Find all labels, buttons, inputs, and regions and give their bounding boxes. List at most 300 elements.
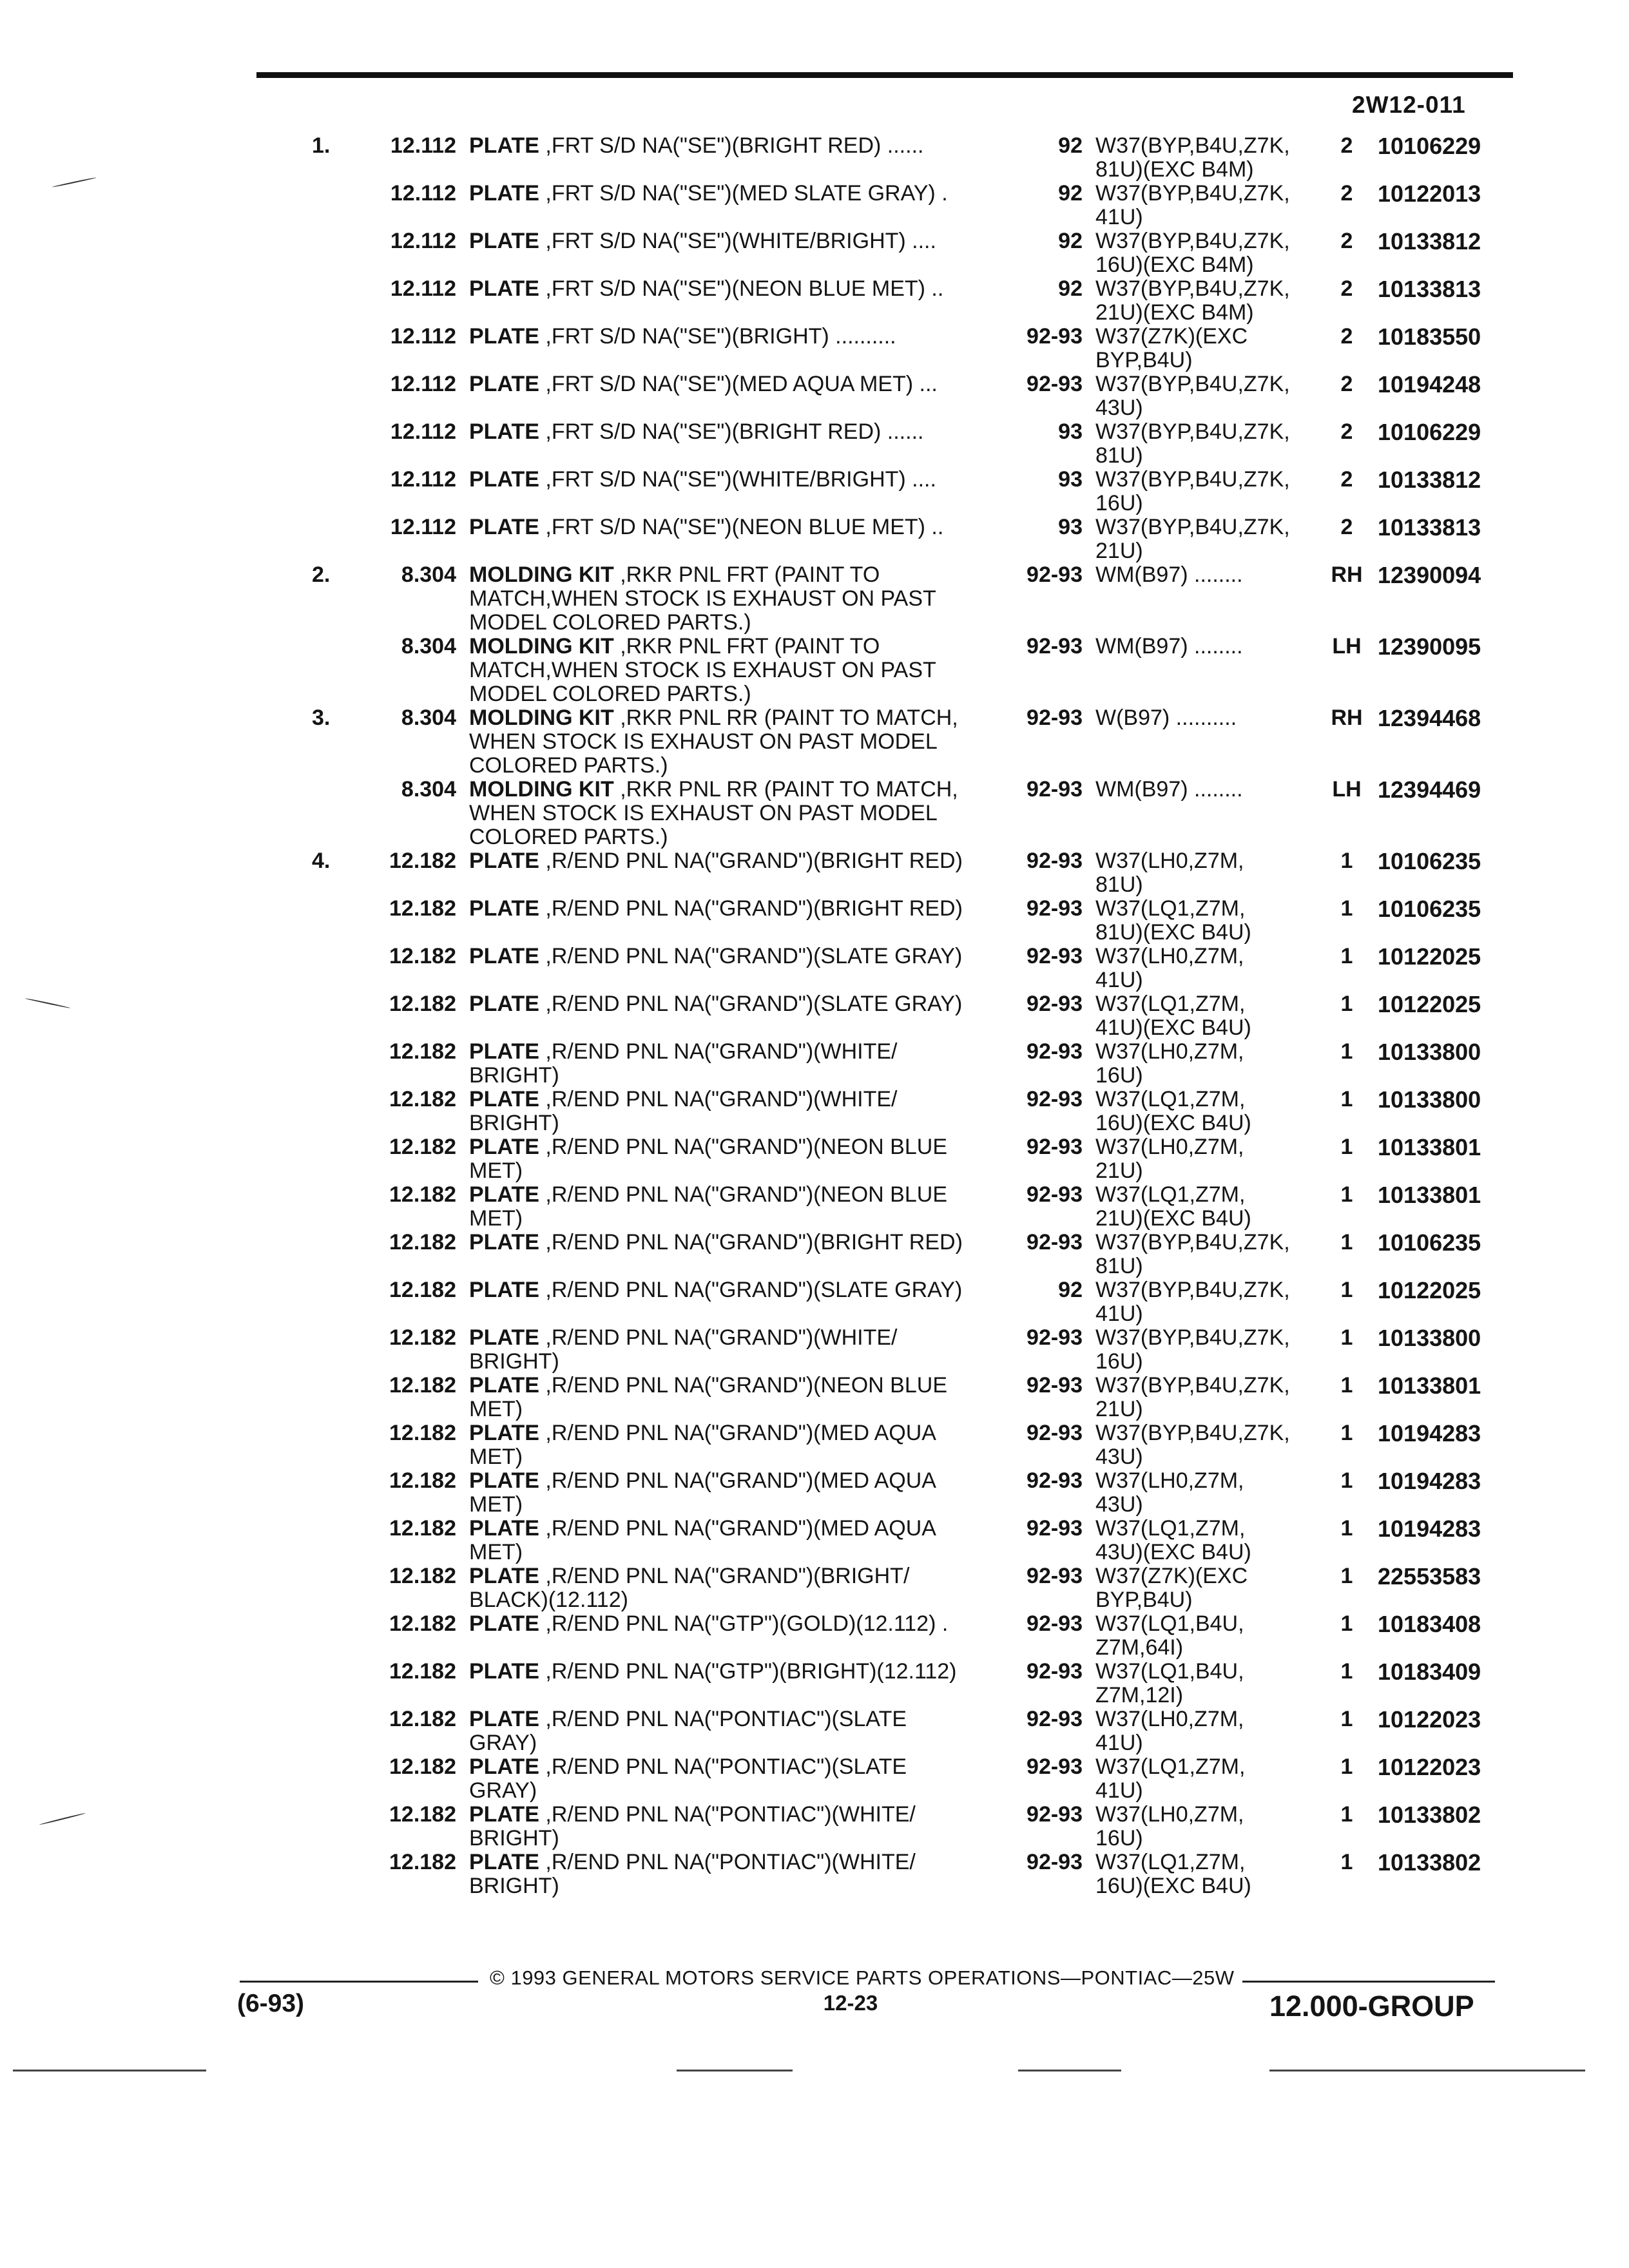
part-name: PLATE bbox=[469, 1754, 539, 1779]
part-number: 10194283 bbox=[1378, 1515, 1481, 1542]
part-number: 10133800 bbox=[1378, 1325, 1481, 1351]
part-description bbox=[469, 1850, 998, 1898]
part-description-text: ,R/END PNL NA("GRAND")(MED AQUA MET) bbox=[469, 1516, 936, 1564]
illustration-ref: 8.304 bbox=[401, 634, 456, 658]
parts-row bbox=[0, 1469, 1629, 1517]
part-description-text: ,R/END PNL NA("GRAND")(NEON BLUE MET) bbox=[469, 1135, 948, 1183]
part-description-text: ,R/END PNL NA("GRAND")(BRIGHT RED) bbox=[539, 849, 963, 873]
illustration-ref: 12.182 bbox=[389, 1850, 456, 1874]
part-description-text: ,RKR PNL FRT (PAINT TO MATCH,WHEN STOCK IS EXHAUST ON PAST MODEL COLORED PARTS.) bbox=[469, 562, 936, 635]
parts-row bbox=[0, 325, 1629, 372]
part-name: PLATE bbox=[469, 1039, 539, 1064]
part-description bbox=[469, 277, 998, 301]
part-name: PLATE bbox=[469, 1850, 539, 1874]
parts-row bbox=[0, 945, 1629, 992]
part-name: PLATE bbox=[469, 1516, 539, 1541]
model-usage: W37(LQ1,B4U, Z7M,12I) bbox=[1095, 1659, 1244, 1707]
model-year: 92-93 bbox=[1027, 1468, 1083, 1493]
model-year: 93 bbox=[1058, 467, 1083, 492]
model-year: 92-93 bbox=[1027, 1850, 1083, 1874]
part-description-text: ,R/END PNL NA("GRAND")(BRIGHT/ BLACK)(12.112) bbox=[469, 1564, 910, 1612]
illustration-ref: 12.112 bbox=[390, 181, 456, 206]
item-number: 4. bbox=[312, 849, 331, 873]
part-description bbox=[469, 1326, 998, 1374]
part-description bbox=[469, 1088, 998, 1135]
part-number: 12394469 bbox=[1378, 776, 1481, 803]
part-name: PLATE bbox=[469, 324, 539, 349]
part-description bbox=[469, 420, 998, 444]
bottom-rule bbox=[1269, 2070, 1585, 2071]
model-usage: W37(BYP,B4U,Z7K, 16U)(EXC B4M) bbox=[1095, 229, 1290, 277]
part-description bbox=[469, 182, 998, 206]
part-name: PLATE bbox=[469, 1611, 539, 1636]
part-description-text: ,R/END PNL NA("GRAND")(SLATE GRAY) bbox=[539, 992, 963, 1016]
illustration-ref: 12.112 bbox=[390, 324, 456, 349]
illustration-ref: 12.182 bbox=[389, 1611, 456, 1636]
model-year: 92 bbox=[1058, 181, 1083, 206]
part-number: 12390095 bbox=[1378, 633, 1481, 660]
part-description-text: ,R/END PNL NA("PONTIAC")(WHITE/ BRIGHT) bbox=[469, 1850, 916, 1898]
part-description-text: ,R/END PNL NA("PONTIAC")(WHITE/ BRIGHT) bbox=[469, 1802, 916, 1850]
model-year: 92-93 bbox=[1027, 1802, 1083, 1827]
top-rule bbox=[256, 72, 1513, 78]
part-description-text: ,RKR PNL FRT (PAINT TO MATCH,WHEN STOCK IS EXHAUST ON PAST MODEL COLORED PARTS.) bbox=[469, 634, 936, 706]
part-description bbox=[469, 778, 998, 849]
model-year: 92-93 bbox=[1027, 777, 1083, 802]
illustration-ref: 12.112 bbox=[390, 372, 456, 396]
parts-row bbox=[0, 1278, 1629, 1326]
model-year: 92-93 bbox=[1027, 1325, 1083, 1350]
part-number: 10183550 bbox=[1378, 323, 1481, 350]
bottom-rule bbox=[1018, 2070, 1121, 2071]
part-name: MOLDING KIT bbox=[469, 777, 614, 802]
part-description-text: ,R/END PNL NA("GRAND")(NEON BLUE MET) bbox=[469, 1182, 948, 1231]
parts-row bbox=[0, 1564, 1629, 1612]
quantity: 1 bbox=[1340, 1182, 1353, 1207]
model-usage: W37(BYP,B4U,Z7K, 81U) bbox=[1095, 419, 1290, 468]
illustration-ref: 12.182 bbox=[389, 1659, 456, 1684]
model-year: 92-93 bbox=[1027, 1135, 1083, 1159]
parts-row bbox=[0, 229, 1629, 277]
illustration-ref: 12.182 bbox=[389, 1135, 456, 1159]
parts-row bbox=[0, 515, 1629, 563]
quantity: 1 bbox=[1340, 849, 1353, 873]
parts-row bbox=[0, 134, 1629, 182]
quantity: RH bbox=[1331, 562, 1363, 587]
parts-row bbox=[0, 849, 1629, 897]
model-usage: W37(LH0,Z7M, 41U) bbox=[1095, 1707, 1244, 1755]
part-name: PLATE bbox=[469, 1707, 539, 1731]
part-number: 10122023 bbox=[1378, 1706, 1481, 1733]
part-description-text: ,R/END PNL NA("GRAND")(WHITE/ BRIGHT) bbox=[469, 1087, 898, 1135]
part-description bbox=[469, 1278, 998, 1302]
quantity: 2 bbox=[1340, 372, 1353, 396]
illustration-ref: 12.182 bbox=[389, 849, 456, 873]
quantity: 1 bbox=[1340, 1850, 1353, 1874]
illustration-ref: 12.182 bbox=[389, 1421, 456, 1445]
part-number: 10106229 bbox=[1378, 133, 1481, 159]
parts-row bbox=[0, 992, 1629, 1040]
parts-row bbox=[0, 1421, 1629, 1469]
parts-row bbox=[0, 1088, 1629, 1135]
group-number: 12.000-GROUP bbox=[1269, 1990, 1474, 2023]
quantity: 1 bbox=[1340, 1325, 1353, 1350]
model-usage: W37(LH0,Z7M, 16U) bbox=[1095, 1802, 1244, 1850]
part-name: PLATE bbox=[469, 849, 539, 873]
quantity: 1 bbox=[1340, 1707, 1353, 1731]
part-name: PLATE bbox=[469, 1135, 539, 1159]
model-year: 92-93 bbox=[1027, 849, 1083, 873]
part-name: MOLDING KIT bbox=[469, 634, 614, 658]
part-number: 22553583 bbox=[1378, 1563, 1481, 1590]
part-description bbox=[469, 945, 998, 968]
model-usage: W37(BYP,B4U,Z7K, 43U) bbox=[1095, 1421, 1290, 1469]
illustration-ref: 12.182 bbox=[389, 1754, 456, 1779]
part-number: 10106229 bbox=[1378, 419, 1481, 445]
model-usage: W37(LQ1,Z7M, 43U)(EXC B4U) bbox=[1095, 1516, 1251, 1564]
part-description bbox=[469, 1707, 998, 1755]
part-description bbox=[469, 134, 998, 158]
quantity: 1 bbox=[1340, 896, 1353, 921]
model-usage: W37(BYP,B4U,Z7K, 21U) bbox=[1095, 515, 1290, 563]
part-description bbox=[469, 1469, 998, 1517]
part-description-text: ,R/END PNL NA("GRAND")(SLATE GRAY) bbox=[539, 944, 963, 968]
quantity: 2 bbox=[1340, 324, 1353, 349]
part-description-text: ,R/END PNL NA("GRAND")(BRIGHT RED) bbox=[539, 1230, 963, 1254]
illustration-ref: 12.112 bbox=[390, 276, 456, 301]
illustration-ref: 12.182 bbox=[389, 1468, 456, 1493]
model-year: 92 bbox=[1058, 276, 1083, 301]
model-usage: W37(BYP,B4U,Z7K, 41U) bbox=[1095, 181, 1290, 229]
part-description-text: ,FRT S/D NA("SE")(WHITE/BRIGHT) .... bbox=[539, 229, 936, 253]
part-description-text: ,R/END PNL NA("GRAND")(MED AQUA MET) bbox=[469, 1421, 936, 1469]
quantity: 1 bbox=[1340, 1659, 1353, 1684]
part-name: MOLDING KIT bbox=[469, 562, 614, 587]
model-year: 92 bbox=[1058, 229, 1083, 253]
part-description bbox=[469, 1755, 998, 1803]
model-usage: W37(BYP,B4U,Z7K, 81U)(EXC B4M) bbox=[1095, 133, 1290, 182]
model-usage: W37(LQ1,Z7M, 41U) bbox=[1095, 1754, 1246, 1803]
illustration-ref: 12.112 bbox=[390, 419, 456, 444]
part-name: PLATE bbox=[469, 229, 539, 253]
model-usage: W37(LH0,Z7M, 81U) bbox=[1095, 849, 1244, 897]
part-description-text: ,R/END PNL NA("GRAND")(SLATE GRAY) bbox=[539, 1278, 963, 1302]
bottom-rule bbox=[677, 2070, 793, 2071]
quantity: 1 bbox=[1340, 944, 1353, 968]
quantity: LH bbox=[1332, 777, 1362, 802]
model-usage: WM(B97) ........ bbox=[1095, 634, 1243, 658]
quantity: 2 bbox=[1340, 133, 1353, 158]
model-year: 92-93 bbox=[1027, 1373, 1083, 1398]
part-name: PLATE bbox=[469, 1278, 539, 1302]
parts-row bbox=[0, 1850, 1629, 1898]
model-year: 92 bbox=[1058, 1278, 1083, 1302]
part-number: 10133802 bbox=[1378, 1849, 1481, 1876]
part-name: PLATE bbox=[469, 1468, 539, 1493]
quantity: 1 bbox=[1340, 1421, 1353, 1445]
part-description bbox=[469, 468, 998, 492]
model-year: 93 bbox=[1058, 515, 1083, 539]
item-number: 1. bbox=[312, 133, 331, 158]
quantity: 1 bbox=[1340, 1278, 1353, 1302]
part-description-text: ,R/END PNL NA("GRAND")(MED AQUA MET) bbox=[469, 1468, 936, 1517]
quantity: 2 bbox=[1340, 419, 1353, 444]
part-number: 10122025 bbox=[1378, 943, 1481, 970]
document-code: 2W12-011 bbox=[1352, 91, 1466, 118]
bottom-rule bbox=[13, 2070, 206, 2071]
part-name: PLATE bbox=[469, 944, 539, 968]
parts-row bbox=[0, 468, 1629, 515]
model-usage: WM(B97) ........ bbox=[1095, 777, 1243, 802]
parts-row bbox=[0, 1135, 1629, 1183]
model-year: 92-93 bbox=[1027, 1087, 1083, 1111]
illustration-ref: 12.112 bbox=[390, 467, 456, 492]
model-year: 92-93 bbox=[1027, 372, 1083, 396]
part-description bbox=[469, 1517, 998, 1564]
part-name: PLATE bbox=[469, 1230, 539, 1254]
part-description bbox=[469, 1374, 998, 1421]
page-number: 12-23 bbox=[823, 1991, 878, 2015]
parts-row bbox=[0, 563, 1629, 635]
part-number: 12390094 bbox=[1378, 562, 1481, 588]
model-usage: W37(BYP,B4U,Z7K, 16U) bbox=[1095, 1325, 1290, 1374]
part-description-text: ,FRT S/D NA("SE")(BRIGHT RED) ...... bbox=[539, 419, 924, 444]
quantity: 2 bbox=[1340, 229, 1353, 253]
parts-row bbox=[0, 1374, 1629, 1421]
model-usage: W37(Z7K)(EXC BYP,B4U) bbox=[1095, 1564, 1248, 1612]
illustration-ref: 12.182 bbox=[389, 992, 456, 1016]
part-number: 10106235 bbox=[1378, 1229, 1481, 1256]
illustration-ref: 12.182 bbox=[389, 1564, 456, 1588]
part-description-text: ,FRT S/D NA("SE")(WHITE/BRIGHT) .... bbox=[539, 467, 936, 492]
part-description-text: ,R/END PNL NA("GRAND")(WHITE/ BRIGHT) bbox=[469, 1039, 898, 1088]
model-usage: W37(LQ1,Z7M, 21U)(EXC B4U) bbox=[1095, 1182, 1251, 1231]
model-year: 92-93 bbox=[1027, 706, 1083, 730]
quantity: 1 bbox=[1340, 1087, 1353, 1111]
part-name: MOLDING KIT bbox=[469, 706, 614, 730]
quantity: 2 bbox=[1340, 181, 1353, 206]
part-description-text: ,RKR PNL RR (PAINT TO MATCH, WHEN STOCK IS EXHAUST ON PAST MODEL COLORED PARTS.) bbox=[469, 777, 958, 849]
illustration-ref: 8.304 bbox=[401, 706, 456, 730]
model-year: 92-93 bbox=[1027, 1039, 1083, 1064]
model-year: 92-93 bbox=[1027, 1564, 1083, 1588]
part-description bbox=[469, 897, 998, 921]
part-description-text: ,FRT S/D NA("SE")(MED SLATE GRAY) . bbox=[539, 181, 948, 206]
footer-rule bbox=[1242, 1981, 1495, 1983]
model-year: 92-93 bbox=[1027, 562, 1083, 587]
model-year: 92-93 bbox=[1027, 634, 1083, 658]
quantity: 1 bbox=[1340, 1564, 1353, 1588]
illustration-ref: 12.112 bbox=[390, 229, 456, 253]
part-description bbox=[469, 706, 998, 778]
part-number: 10133800 bbox=[1378, 1086, 1481, 1113]
parts-row bbox=[0, 372, 1629, 420]
model-year: 92-93 bbox=[1027, 1516, 1083, 1541]
illustration-ref: 12.182 bbox=[389, 944, 456, 968]
model-usage: W(B97) .......... bbox=[1095, 706, 1237, 730]
part-description-text: ,R/END PNL NA("GTP")(BRIGHT)(12.112) bbox=[539, 1659, 957, 1684]
illustration-ref: 12.112 bbox=[390, 515, 456, 539]
part-number: 10133813 bbox=[1378, 514, 1481, 541]
part-name: PLATE bbox=[469, 1802, 539, 1827]
model-usage: W37(Z7K)(EXC BYP,B4U) bbox=[1095, 324, 1248, 372]
model-usage: W37(BYP,B4U,Z7K, 21U)(EXC B4M) bbox=[1095, 276, 1290, 325]
model-usage: W37(LQ1,Z7M, 41U)(EXC B4U) bbox=[1095, 992, 1251, 1040]
part-name: PLATE bbox=[469, 467, 539, 492]
part-name: PLATE bbox=[469, 1564, 539, 1588]
parts-row bbox=[0, 182, 1629, 229]
illustration-ref: 12.182 bbox=[389, 1516, 456, 1541]
quantity: 1 bbox=[1340, 1611, 1353, 1636]
quantity: 1 bbox=[1340, 1373, 1353, 1398]
model-usage: W37(LH0,Z7M, 21U) bbox=[1095, 1135, 1244, 1183]
quantity: 2 bbox=[1340, 515, 1353, 539]
part-description bbox=[469, 1135, 998, 1183]
parts-row bbox=[0, 1326, 1629, 1374]
model-year: 92-93 bbox=[1027, 992, 1083, 1016]
part-description bbox=[469, 1564, 998, 1612]
part-description-text: ,R/END PNL NA("PONTIAC")(SLATE GRAY) bbox=[469, 1707, 907, 1755]
illustration-ref: 12.182 bbox=[389, 1278, 456, 1302]
part-name: PLATE bbox=[469, 515, 539, 539]
part-number: 10122013 bbox=[1378, 180, 1481, 207]
part-name: PLATE bbox=[469, 1087, 539, 1111]
parts-row bbox=[0, 420, 1629, 468]
part-description-text: ,R/END PNL NA("PONTIAC")(SLATE GRAY) bbox=[469, 1754, 907, 1803]
parts-row bbox=[0, 1660, 1629, 1707]
illustration-ref: 12.182 bbox=[389, 1039, 456, 1064]
parts-row bbox=[0, 1040, 1629, 1088]
part-number: 10122025 bbox=[1378, 1277, 1481, 1303]
quantity: 1 bbox=[1340, 1230, 1353, 1254]
part-name: PLATE bbox=[469, 1373, 539, 1398]
part-name: PLATE bbox=[469, 372, 539, 396]
quantity: LH bbox=[1332, 634, 1362, 658]
parts-row bbox=[0, 1707, 1629, 1755]
part-description bbox=[469, 1040, 998, 1088]
part-description-text: ,R/END PNL NA("GRAND")(WHITE/ BRIGHT) bbox=[469, 1325, 898, 1374]
model-usage: WM(B97) ........ bbox=[1095, 562, 1243, 587]
part-description bbox=[469, 229, 998, 253]
part-description-text: ,FRT S/D NA("SE")(NEON BLUE MET) .. bbox=[539, 276, 944, 301]
part-description-text: ,FRT S/D NA("SE")(MED AQUA MET) ... bbox=[539, 372, 938, 396]
part-description bbox=[469, 992, 998, 1016]
parts-row bbox=[0, 897, 1629, 945]
part-number: 10133800 bbox=[1378, 1039, 1481, 1065]
model-usage: W37(BYP,B4U,Z7K, 21U) bbox=[1095, 1373, 1290, 1421]
illustration-ref: 8.304 bbox=[401, 777, 456, 802]
illustration-ref: 12.182 bbox=[389, 1087, 456, 1111]
part-description bbox=[469, 563, 998, 635]
parts-row bbox=[0, 277, 1629, 325]
part-name: PLATE bbox=[469, 1182, 539, 1207]
model-year: 92 bbox=[1058, 133, 1083, 158]
model-usage: W37(LQ1,Z7M, 16U)(EXC B4U) bbox=[1095, 1850, 1251, 1898]
illustration-ref: 12.182 bbox=[389, 1230, 456, 1254]
part-number: 10194248 bbox=[1378, 371, 1481, 398]
model-usage: W37(LQ1,Z7M, 16U)(EXC B4U) bbox=[1095, 1087, 1251, 1135]
part-name: PLATE bbox=[469, 276, 539, 301]
parts-row bbox=[0, 1803, 1629, 1850]
quantity: 2 bbox=[1340, 467, 1353, 492]
footer-rule bbox=[240, 1981, 478, 1983]
model-year: 92-93 bbox=[1027, 324, 1083, 349]
model-year: 92-93 bbox=[1027, 896, 1083, 921]
illustration-ref: 12.112 bbox=[390, 133, 456, 158]
model-usage: W37(BYP,B4U,Z7K, 43U) bbox=[1095, 372, 1290, 420]
part-description bbox=[469, 325, 998, 349]
quantity: 1 bbox=[1340, 1802, 1353, 1827]
model-usage: W37(LH0,Z7M, 16U) bbox=[1095, 1039, 1244, 1088]
part-description-text: ,RKR PNL RR (PAINT TO MATCH, WHEN STOCK IS EXHAUST ON PAST MODEL COLORED PARTS.) bbox=[469, 706, 958, 778]
quantity: 1 bbox=[1340, 992, 1353, 1016]
part-description-text: ,R/END PNL NA("GRAND")(BRIGHT RED) bbox=[539, 896, 963, 921]
model-usage: W37(LH0,Z7M, 41U) bbox=[1095, 944, 1244, 992]
part-description bbox=[469, 372, 998, 396]
quantity: RH bbox=[1331, 706, 1363, 730]
parts-row bbox=[0, 635, 1629, 706]
item-number: 2. bbox=[312, 562, 331, 587]
illustration-ref: 12.182 bbox=[389, 896, 456, 921]
quantity: 1 bbox=[1340, 1516, 1353, 1541]
part-description bbox=[469, 1231, 998, 1254]
part-number: 10122023 bbox=[1378, 1754, 1481, 1780]
part-name: PLATE bbox=[469, 1659, 539, 1684]
parts-row bbox=[0, 1755, 1629, 1803]
illustration-ref: 12.182 bbox=[389, 1325, 456, 1350]
part-description-text: ,FRT S/D NA("SE")(BRIGHT RED) ...... bbox=[539, 133, 924, 158]
part-number: 10133801 bbox=[1378, 1182, 1481, 1208]
illustration-ref: 12.182 bbox=[389, 1373, 456, 1398]
model-year: 92-93 bbox=[1027, 1421, 1083, 1445]
part-number: 10133812 bbox=[1378, 228, 1481, 255]
parts-row bbox=[0, 1183, 1629, 1231]
part-description-text: ,FRT S/D NA("SE")(NEON BLUE MET) .. bbox=[539, 515, 944, 539]
part-number: 10133812 bbox=[1378, 466, 1481, 493]
part-name: PLATE bbox=[469, 1421, 539, 1445]
part-number: 10133813 bbox=[1378, 276, 1481, 302]
model-year: 92-93 bbox=[1027, 1707, 1083, 1731]
part-number: 10183409 bbox=[1378, 1658, 1481, 1685]
part-description bbox=[469, 1183, 998, 1231]
model-year: 92-93 bbox=[1027, 1182, 1083, 1207]
part-name: PLATE bbox=[469, 896, 539, 921]
part-description bbox=[469, 1660, 998, 1684]
revision-date: (6-93) bbox=[237, 1990, 305, 2017]
model-year: 93 bbox=[1058, 419, 1083, 444]
model-usage: W37(LH0,Z7M, 43U) bbox=[1095, 1468, 1244, 1517]
quantity: 2 bbox=[1340, 276, 1353, 301]
part-description-text: ,FRT S/D NA("SE")(BRIGHT) .......... bbox=[539, 324, 896, 349]
illustration-ref: 12.182 bbox=[389, 1182, 456, 1207]
model-usage: W37(LQ1,Z7M, 81U)(EXC B4U) bbox=[1095, 896, 1251, 945]
part-number: 12394468 bbox=[1378, 705, 1481, 731]
part-name: PLATE bbox=[469, 133, 539, 158]
parts-row bbox=[0, 1231, 1629, 1278]
model-year: 92-93 bbox=[1027, 1611, 1083, 1636]
parts-row bbox=[0, 1517, 1629, 1564]
item-number: 3. bbox=[312, 706, 331, 730]
part-description bbox=[469, 1421, 998, 1469]
illustration-ref: 8.304 bbox=[401, 562, 456, 587]
quantity: 1 bbox=[1340, 1754, 1353, 1779]
part-description-text: ,R/END PNL NA("GTP")(GOLD)(12.112) . bbox=[539, 1611, 949, 1636]
part-description bbox=[469, 1803, 998, 1850]
copyright-line: © 1993 GENERAL MOTORS SERVICE PARTS OPERATIONS—PONTIAC—25W bbox=[490, 1966, 1235, 1989]
model-year: 92-93 bbox=[1027, 1754, 1083, 1779]
part-number: 10106235 bbox=[1378, 896, 1481, 922]
illustration-ref: 12.182 bbox=[389, 1707, 456, 1731]
